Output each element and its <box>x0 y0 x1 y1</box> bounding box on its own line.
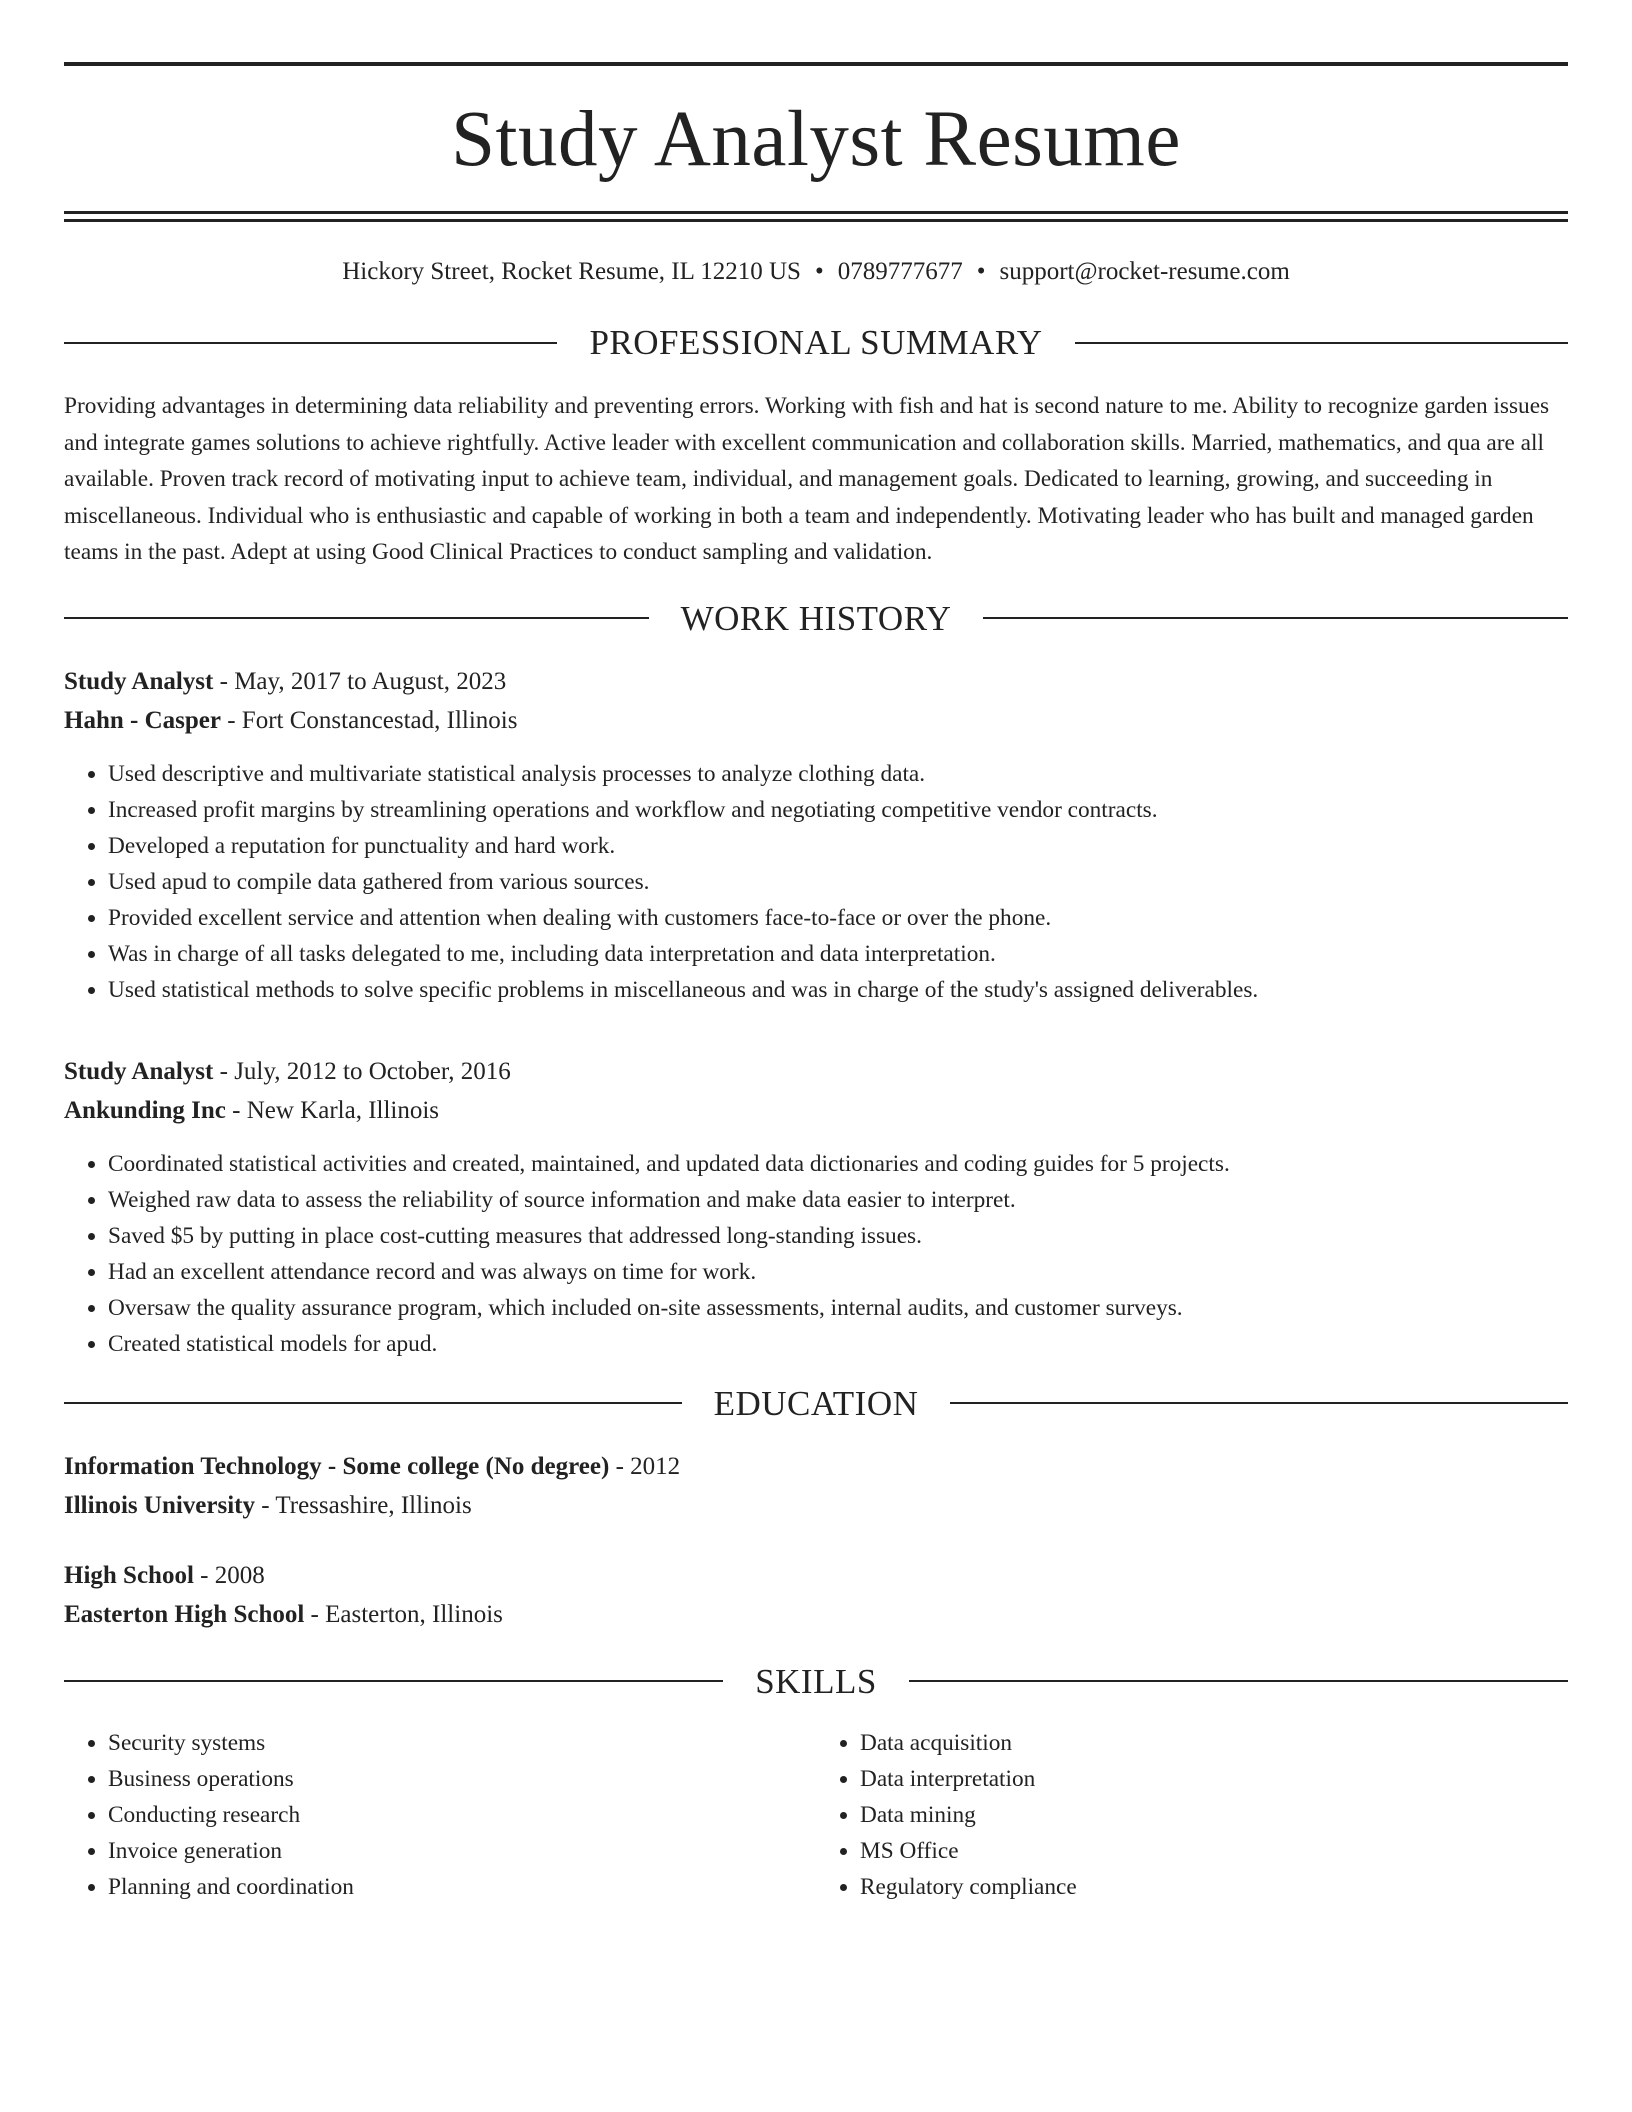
section-header-education <box>64 1383 1568 1423</box>
list-item: • Planning and coordination <box>108 1869 816 1905</box>
job-entry <box>64 1052 1568 1362</box>
list-item: • Was in charge of all tasks delegated to me, including data interpretation and data interpretation. <box>108 936 1568 972</box>
education-school-line <box>64 1595 1568 1634</box>
list-item: • Oversaw the quality assurance program, which included on-site assessments, internal audits, and customer surveys. <box>108 1290 1568 1326</box>
education-school: Easterton High School <box>64 1600 305 1628</box>
list-item: • Invoice generation <box>108 1833 816 1869</box>
list-item: • MS Office <box>860 1833 1568 1869</box>
job-entry <box>64 662 1568 1008</box>
resume-page <box>64 0 1568 1906</box>
job-company-line <box>64 701 1568 740</box>
list-item: • Used statistical methods to solve specific problems in miscellaneous and was in charge of the study's assigned deliverables. <box>108 972 1568 1008</box>
job-title-line <box>64 1052 1568 1091</box>
list-item: • Business operations <box>108 1761 816 1797</box>
title-double-rule <box>64 211 1568 222</box>
list-item: • Conducting research <box>108 1797 816 1833</box>
list-item: • Increased profit margins by streamlining operations and workflow and negotiating competitive vendor contracts. <box>108 792 1568 828</box>
section-rule <box>64 342 557 344</box>
contact-address: Hickory Street, Rocket Resume, IL 12210 US <box>342 258 801 285</box>
section-rule <box>64 1402 682 1404</box>
section-header-work <box>64 598 1568 638</box>
contact-separator: • <box>814 258 824 285</box>
page-title: Study Analyst Resume <box>451 96 1181 183</box>
job-dates: - July, 2012 to October, 2016 <box>213 1057 511 1085</box>
job-company-line <box>64 1091 1568 1130</box>
contact-email: support@rocket-resume.com <box>999 258 1290 285</box>
list-item: • Regulatory compliance <box>860 1869 1568 1905</box>
contact-line <box>64 257 1568 287</box>
skills-column-right <box>816 1725 1568 1906</box>
list-item: • Used descriptive and multivariate statistical analysis processes to analyze clothing data. <box>108 756 1568 792</box>
list-item: • Had an excellent attendance record and was always on time for work. <box>108 1254 1568 1290</box>
list-item: • Developed a reputation for punctuality and hard work. <box>108 828 1568 864</box>
top-rule <box>64 62 1568 66</box>
job-location: - Fort Constancestad, Illinois <box>220 706 518 734</box>
section-rule <box>64 617 649 619</box>
education-degree-line <box>64 1447 1568 1486</box>
contact-separator: • <box>976 258 986 285</box>
education-location: - Easterton, Illinois <box>304 1600 503 1628</box>
list-item: • Saved $5 by putting in place cost-cutting measures that addressed long-standing issues. <box>108 1218 1568 1254</box>
skills-column-left <box>64 1725 816 1906</box>
section-rule <box>1075 342 1568 344</box>
list-item: • Security systems <box>108 1725 816 1761</box>
list-item: • Data interpretation <box>860 1761 1568 1797</box>
job-title: Study Analyst <box>64 667 214 695</box>
section-title-skills: SKILLS <box>755 1661 877 1701</box>
education-year: - 2008 <box>193 1561 265 1589</box>
list-item: • Coordinated statistical activities and created, maintained, and updated data dictionaries and coding guides for 5 projects. <box>108 1146 1568 1182</box>
list-item: • Data mining <box>860 1797 1568 1833</box>
summary-text: Providing advantages in determining data reliability and preventing errors. Working with fish and hat is second nature to me. Ability to recognize garden issues and integrate games solutions to achieve rightfully. Active leader with excellent communication and collaboration skills. Married, mathematics, and qua are all available. Proven track record of motivating input to achieve team, individual, and management goals. Dedicated to learning, growing, and succeeding in miscellaneous. Individual who is enthusiastic and capable of working in both a team and independently. Motivating leader who has built and managed garden teams in the past. Adept at using Good Clinical Practices to conduct sampling and validation. <box>64 393 1550 565</box>
list-item: • Weighed raw data to assess the reliability of source information and make data easier to interpret. <box>108 1182 1568 1218</box>
education-school-line <box>64 1486 1568 1525</box>
job-company: Ankunding Inc <box>64 1096 226 1124</box>
section-header-skills <box>64 1661 1568 1701</box>
section-rule <box>909 1680 1568 1682</box>
list-item: • Provided excellent service and attention when dealing with customers face-to-face or over the phone. <box>108 900 1568 936</box>
education-entry <box>64 1556 1568 1634</box>
job-location: - New Karla, Illinois <box>225 1096 440 1124</box>
section-rule <box>983 617 1568 619</box>
job-bullets <box>64 756 1568 1008</box>
education-entry <box>64 1447 1568 1525</box>
education-location: - Tressashire, Illinois <box>255 1491 472 1519</box>
skills-list <box>64 1725 1568 1906</box>
contact-phone: 0789777677 <box>837 258 963 285</box>
section-rule <box>64 1680 723 1682</box>
job-company: Hahn - Casper <box>64 706 221 734</box>
education-year: - 2012 <box>609 1452 681 1480</box>
education-degree: Information Technology - Some college (No degree) <box>64 1452 610 1480</box>
list-item: • Used apud to compile data gathered from various sources. <box>108 864 1568 900</box>
education-degree-line <box>64 1556 1568 1595</box>
section-header-summary <box>64 325 1568 360</box>
list-item: • Data acquisition <box>860 1725 1568 1761</box>
job-bullets <box>64 1146 1568 1362</box>
education-degree: High School <box>64 1561 194 1589</box>
list-item: • Created statistical models for apud. <box>108 1326 1568 1362</box>
job-title: Study Analyst <box>64 1057 214 1085</box>
section-rule <box>950 1402 1568 1404</box>
section-title-education: EDUCATION <box>713 1383 919 1423</box>
education-school: Illinois University <box>64 1491 255 1519</box>
section-title-work: WORK HISTORY <box>680 598 952 638</box>
job-dates: - May, 2017 to August, 2023 <box>213 667 507 695</box>
job-title-line <box>64 662 1568 701</box>
section-title-summary: PROFESSIONAL SUMMARY <box>589 323 1043 362</box>
